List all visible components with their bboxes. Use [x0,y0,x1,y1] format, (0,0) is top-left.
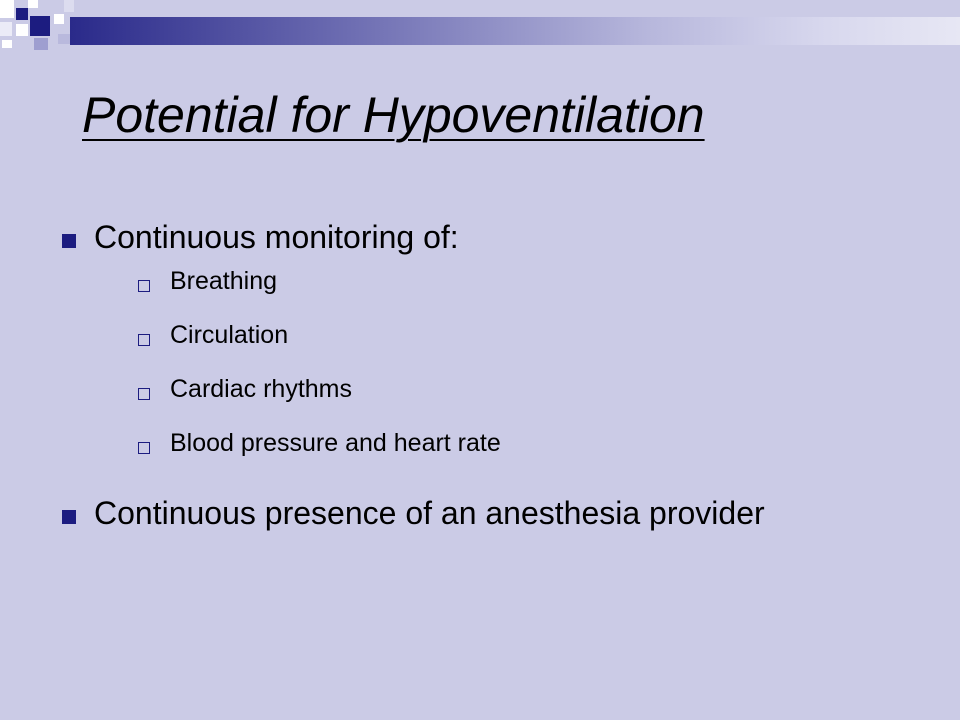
decor-square [0,0,14,18]
decor-square [0,22,12,36]
header-decoration [0,0,960,50]
decor-square [16,8,28,20]
slide-title: Potential for Hypoventilation [82,87,705,143]
bullet-list [62,218,922,532]
hollow-square-bullet-icon [138,334,150,346]
hollow-square-bullet-icon [138,280,150,292]
sub-bullet-text: Breathing [170,267,278,295]
header-gradient-bar [70,17,960,45]
sub-bullet-item [138,320,922,374]
decor-square [16,24,28,36]
bullet-text: Continuous monitoring of: [94,219,459,255]
square-bullet-icon [62,234,76,248]
bullet-item [62,494,922,532]
decor-square [28,0,38,8]
sub-bullet-text: Circulation [170,321,289,349]
decor-square [34,38,48,50]
sub-bullet-item [138,428,922,482]
decor-square [58,34,70,44]
hollow-square-bullet-icon [138,442,150,454]
bullet-item [62,218,922,482]
sub-bullet-item [138,266,922,320]
decor-square [2,40,12,48]
bullet-text: Continuous presence of an anesthesia provider [94,495,765,531]
sub-bullet-text: Blood pressure and heart rate [170,429,501,457]
decor-square [30,16,50,36]
sub-bullet-list [138,266,922,482]
decor-square [54,14,64,24]
square-bullet-icon [62,510,76,524]
hollow-square-bullet-icon [138,388,150,400]
sub-bullet-text: Cardiac rhythms [170,375,352,403]
decor-square [64,0,74,12]
sub-bullet-item [138,374,922,428]
